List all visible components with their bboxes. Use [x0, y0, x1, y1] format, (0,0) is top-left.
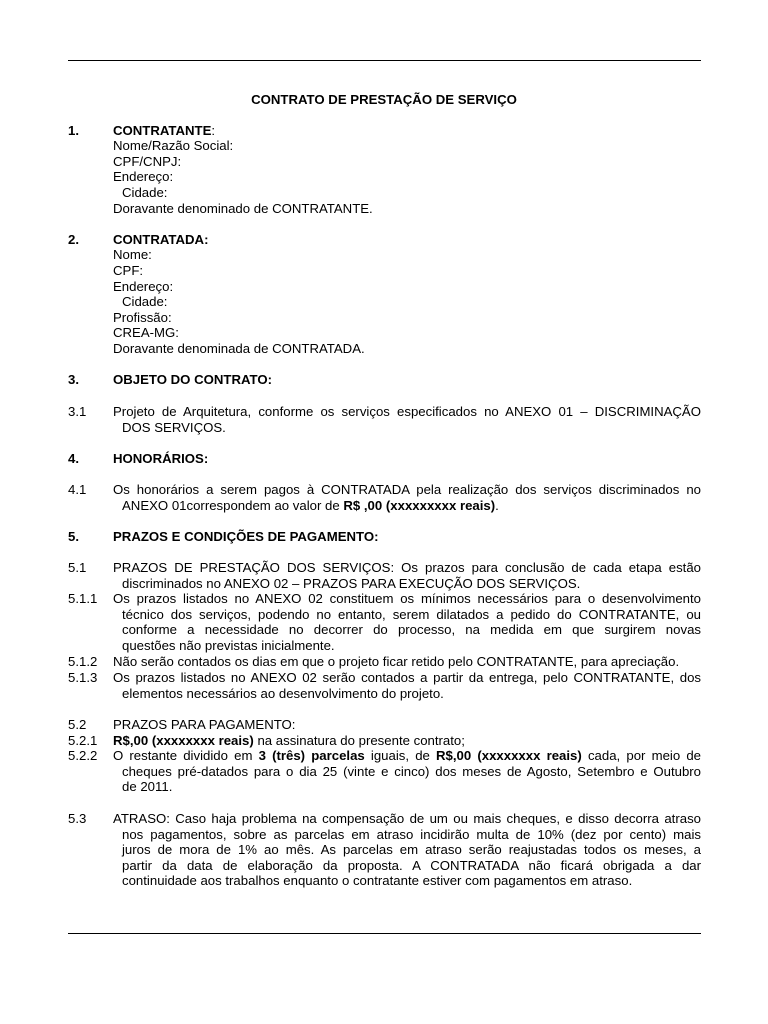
clause-5-1-1-line-text: técnico dos serviços, podendo no entanto, serem dilatados a pedido do CONTRATANTE, ou	[122, 606, 701, 622]
clause-4-1-line: Os honorários a serem pagos à CONTRATADA pela realização dos serviços discriminados no	[113, 482, 701, 497]
clause-5-1-2-number: 5.1.2	[68, 654, 98, 669]
clause-5-2-2-number: 5.2.2	[68, 748, 98, 763]
clause-5-2-2-line: de 2011.	[122, 779, 173, 795]
clause-5-3-line	[113, 842, 701, 858]
clause-5-1-number: 5.1	[68, 560, 87, 575]
clause-5-1-1-line: questões não previstas inicialmente.	[122, 637, 335, 653]
clause-5-2-2-line	[113, 764, 701, 780]
clause-3-1-line: Projeto de Arquitetura, conforme os serviços especificados no ANEXO 01 – DISCRIMINAÇÃO	[113, 404, 701, 419]
clause-5-2-2-line-text: cheques pré-datados para o dia 25 (vinte e cinco) dos meses de Agosto, Setembro e Outubro	[122, 763, 701, 779]
field-cpf-cnpj: CPF/CNPJ:	[113, 154, 182, 169]
contratante-designation: Doravante denominado de CONTRATANTE.	[113, 201, 373, 216]
field-cidade: Cidade:	[122, 185, 168, 200]
field-endereco-contratada: Endereço:	[113, 279, 174, 294]
clause-5-1-1-line	[113, 607, 701, 623]
section-5-heading: PRAZOS E CONDIÇÕES DE PAGAMENTO:	[113, 529, 379, 544]
clause-4-1-end: .	[495, 497, 499, 513]
clause-5-2-2-line	[113, 748, 701, 764]
clause-4-1-text	[113, 482, 701, 513]
clause-5-2-2-mid: iguais, de	[364, 748, 437, 763]
field-crea-mg: CREA-MG:	[113, 325, 179, 340]
clause-5-3-line: continuidade aos trabalhos enquanto o contratante estiver com pagamentos em atraso.	[122, 873, 633, 889]
fee-amount: R$ ,00 (xxxxxxxxx reais)	[343, 497, 496, 513]
clause-3-1-text	[113, 404, 701, 435]
field-nome: Nome:	[113, 247, 152, 262]
clause-5-2-2-post: cada, por meio de	[581, 748, 701, 763]
clause-5-1-1-line: Os prazos listados no ANEXO 02 constituem os mínimos necessários para o desenvolvimento	[113, 591, 701, 606]
clause-5-3-number: 5.3	[68, 811, 87, 826]
bottom-divider	[68, 933, 701, 934]
clause-5-1-1-line-text: conforme a necessidade no decorrer do processo, na medida em que surgirem novas	[122, 622, 701, 638]
section-4-heading: HONORÁRIOS:	[113, 451, 209, 466]
clause-5-1-3-text	[113, 670, 701, 701]
clause-5-2-2-text	[113, 748, 701, 795]
field-nome-razao-social: Nome/Razão Social:	[113, 138, 234, 153]
clause-5-1-1-line	[113, 622, 701, 638]
field-cpf: CPF:	[113, 263, 144, 278]
section-1-colon: :	[211, 123, 216, 138]
clause-5-2-1-number: 5.2.1	[68, 733, 98, 748]
section-3-heading: OBJETO DO CONTRATO:	[113, 372, 272, 387]
section-2-number: 2.	[68, 232, 79, 247]
section-4-number: 4.	[68, 451, 79, 466]
clause-5-3-line-text: partir da data de elaboração da proposta. A CONTRATADA não ficará obrigada a dar	[122, 857, 701, 873]
clause-5-1-3-line: Os prazos listados no ANEXO 02 serão contados a partir da entrega, pelo CONTRATANTE, dos	[113, 670, 701, 685]
clause-5-1-2-text: Não serão contados os dias em que o projeto ficar retido pelo CONTRATANTE, para apreciação.	[113, 654, 680, 669]
clause-5-2-1-text	[113, 733, 465, 749]
field-profissao: Profissão:	[113, 310, 172, 325]
section-1-number: 1.	[68, 123, 79, 138]
clause-3-1-number: 3.1	[68, 404, 87, 419]
clause-3-1-line: DOS SERVIÇOS.	[122, 419, 226, 435]
clause-5-3-line: ATRASO: Caso haja problema na compensação de um ou mais cheques, e disso decorra atraso	[113, 811, 701, 826]
section-2-heading: CONTRATADA:	[113, 232, 209, 247]
clause-5-2-2-pre: O restante dividido em	[113, 748, 259, 763]
page-title: CONTRATO DE PRESTAÇÃO DE SERVIÇO	[251, 92, 517, 107]
clause-5-1-line: discriminados no ANEXO 02 – PRAZOS PARA EXECUÇÃO DOS SERVIÇOS.	[122, 575, 581, 591]
clause-5-3-line-text: nos pagamentos, sobre as parcelas em atraso incidirão multa de 10% (dez por cento) mais	[122, 826, 701, 842]
clause-5-1-text	[113, 560, 701, 591]
clause-5-1-1-number: 5.1.1	[68, 591, 98, 606]
clause-5-3-line-text: juros de mora de 1% ao mês. As parcelas em atraso serão reajustadas todos os meses, a	[122, 842, 701, 858]
clause-4-1-line	[113, 498, 701, 514]
clause-5-3-line	[113, 858, 701, 874]
clause-4-1-number: 4.1	[68, 482, 87, 497]
top-divider	[68, 60, 701, 61]
clause-5-2-1-rest: na assinatura do presente contrato;	[253, 733, 465, 748]
section-1-label: CONTRATANTE	[113, 123, 212, 138]
first-payment-amount: R$,00 (xxxxxxxx reais)	[113, 733, 254, 748]
field-endereco: Endereço:	[113, 169, 174, 184]
clause-5-3-line	[113, 827, 701, 843]
section-1-heading	[113, 123, 215, 139]
installment-amount: R$,00 (xxxxxxxx reais)	[436, 748, 582, 763]
section-3-number: 3.	[68, 372, 79, 387]
section-5-number: 5.	[68, 529, 79, 544]
clause-4-1-lead: ANEXO 01correspondem ao valor de	[122, 497, 344, 513]
clause-5-1-3-number: 5.1.3	[68, 670, 98, 685]
clause-5-1-3-line: elementos necessários ao desenvolvimento do projeto.	[122, 685, 444, 701]
clause-5-3-text	[113, 811, 701, 889]
installments-count: 3 (três) parcelas	[258, 748, 365, 763]
clause-5-1-1-text	[113, 591, 701, 653]
clause-5-2-text: PRAZOS PARA PAGAMENTO:	[113, 717, 296, 732]
clause-5-2-number: 5.2	[68, 717, 87, 732]
clause-5-1-line: PRAZOS DE PRESTAÇÃO DOS SERVIÇOS: Os prazos para conclusão de cada etapa estão	[113, 560, 701, 575]
contratada-designation: Doravante denominada de CONTRATADA.	[113, 341, 365, 356]
field-cidade-contratada: Cidade:	[122, 294, 168, 309]
